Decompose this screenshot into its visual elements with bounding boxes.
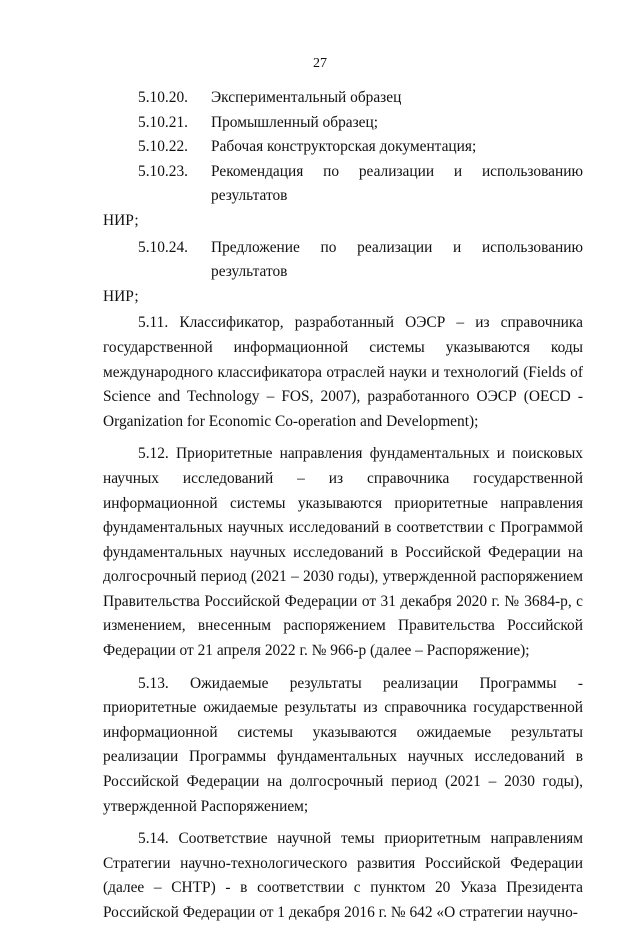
item-number: 5.10.22. <box>138 138 189 156</box>
paragraph-5-13: 5.13. Ожидаемые результаты реализации Программы - приоритетные ожидаемые результаты из справочника государственной информационной системы указываются ожидаемые результаты реализации Программы фундаментальных научных исследований в Российской Федерации на долгосрочный период (2021 – 2030 годы), утвержденной Распоряжением; <box>103 674 583 815</box>
item-text: Рекомендация по реализации и использованию результатов <box>211 162 583 205</box>
item-number: 5.10.23. <box>138 162 189 180</box>
paragraph-5-11: 5.11. Классификатор, разработанный ОЭСР – из справочника государственной информационной системы указываются коды международного классификатора отраслей науки и технологий (Fields of Science and Technology – FOS, 2007), разработанного ОЭСР (OECD - Organization for Economic Co-operation and Development); <box>103 314 583 430</box>
paragraph-5-14: 5.14. Соответствие научной темы приоритетным направлениям Стратегии научно-технологического развития Российской Федерации (далее – СНТР) - в соответствии с пунктом 20 Указа Президента Российской Федерации от 1 декабря 2016 г. № 642 «О стратегии научно- <box>103 830 583 921</box>
list-item <box>103 86 583 111</box>
item-text: Промышленный образец; <box>211 113 379 131</box>
item-text-continuation: НИР; <box>103 287 139 305</box>
item-text-continuation: НИР; <box>103 211 139 229</box>
item-text: Предложение по реализации и использованию результатов <box>211 238 583 281</box>
item-number: 5.10.24. <box>138 238 189 256</box>
list-item <box>103 111 583 136</box>
paragraph-5-12: 5.12. Приоритетные направления фундаментальных и поисковых научных исследований – из справочника государственной информационной системы указываются приоритетные направления фундаментальных научных исследований в соответствии с Программой фундаментальных научных исследований в Российской Федерации на долгосрочный период (2021 – 2030 годы), утвержденной распоряжением Правительства Российской Федерации от 31 декабря 2020 г. № 3684-р, с изменением, внесенным распоряжением Правительства Российской Федерации от 21 апреля 2022 г. № 966-р (далее – Распоряжение); <box>103 445 583 660</box>
item-text: Рабочая конструкторская документация; <box>211 138 477 156</box>
item-number: 5.10.21. <box>138 113 189 131</box>
page-number: 27 <box>313 56 327 71</box>
item-text: Экспериментальный образец <box>211 89 402 106</box>
document-body <box>103 86 583 934</box>
list-item <box>103 135 583 160</box>
list-item <box>103 160 583 234</box>
list-item <box>103 236 583 310</box>
item-number: 5.10.20. <box>138 89 189 106</box>
